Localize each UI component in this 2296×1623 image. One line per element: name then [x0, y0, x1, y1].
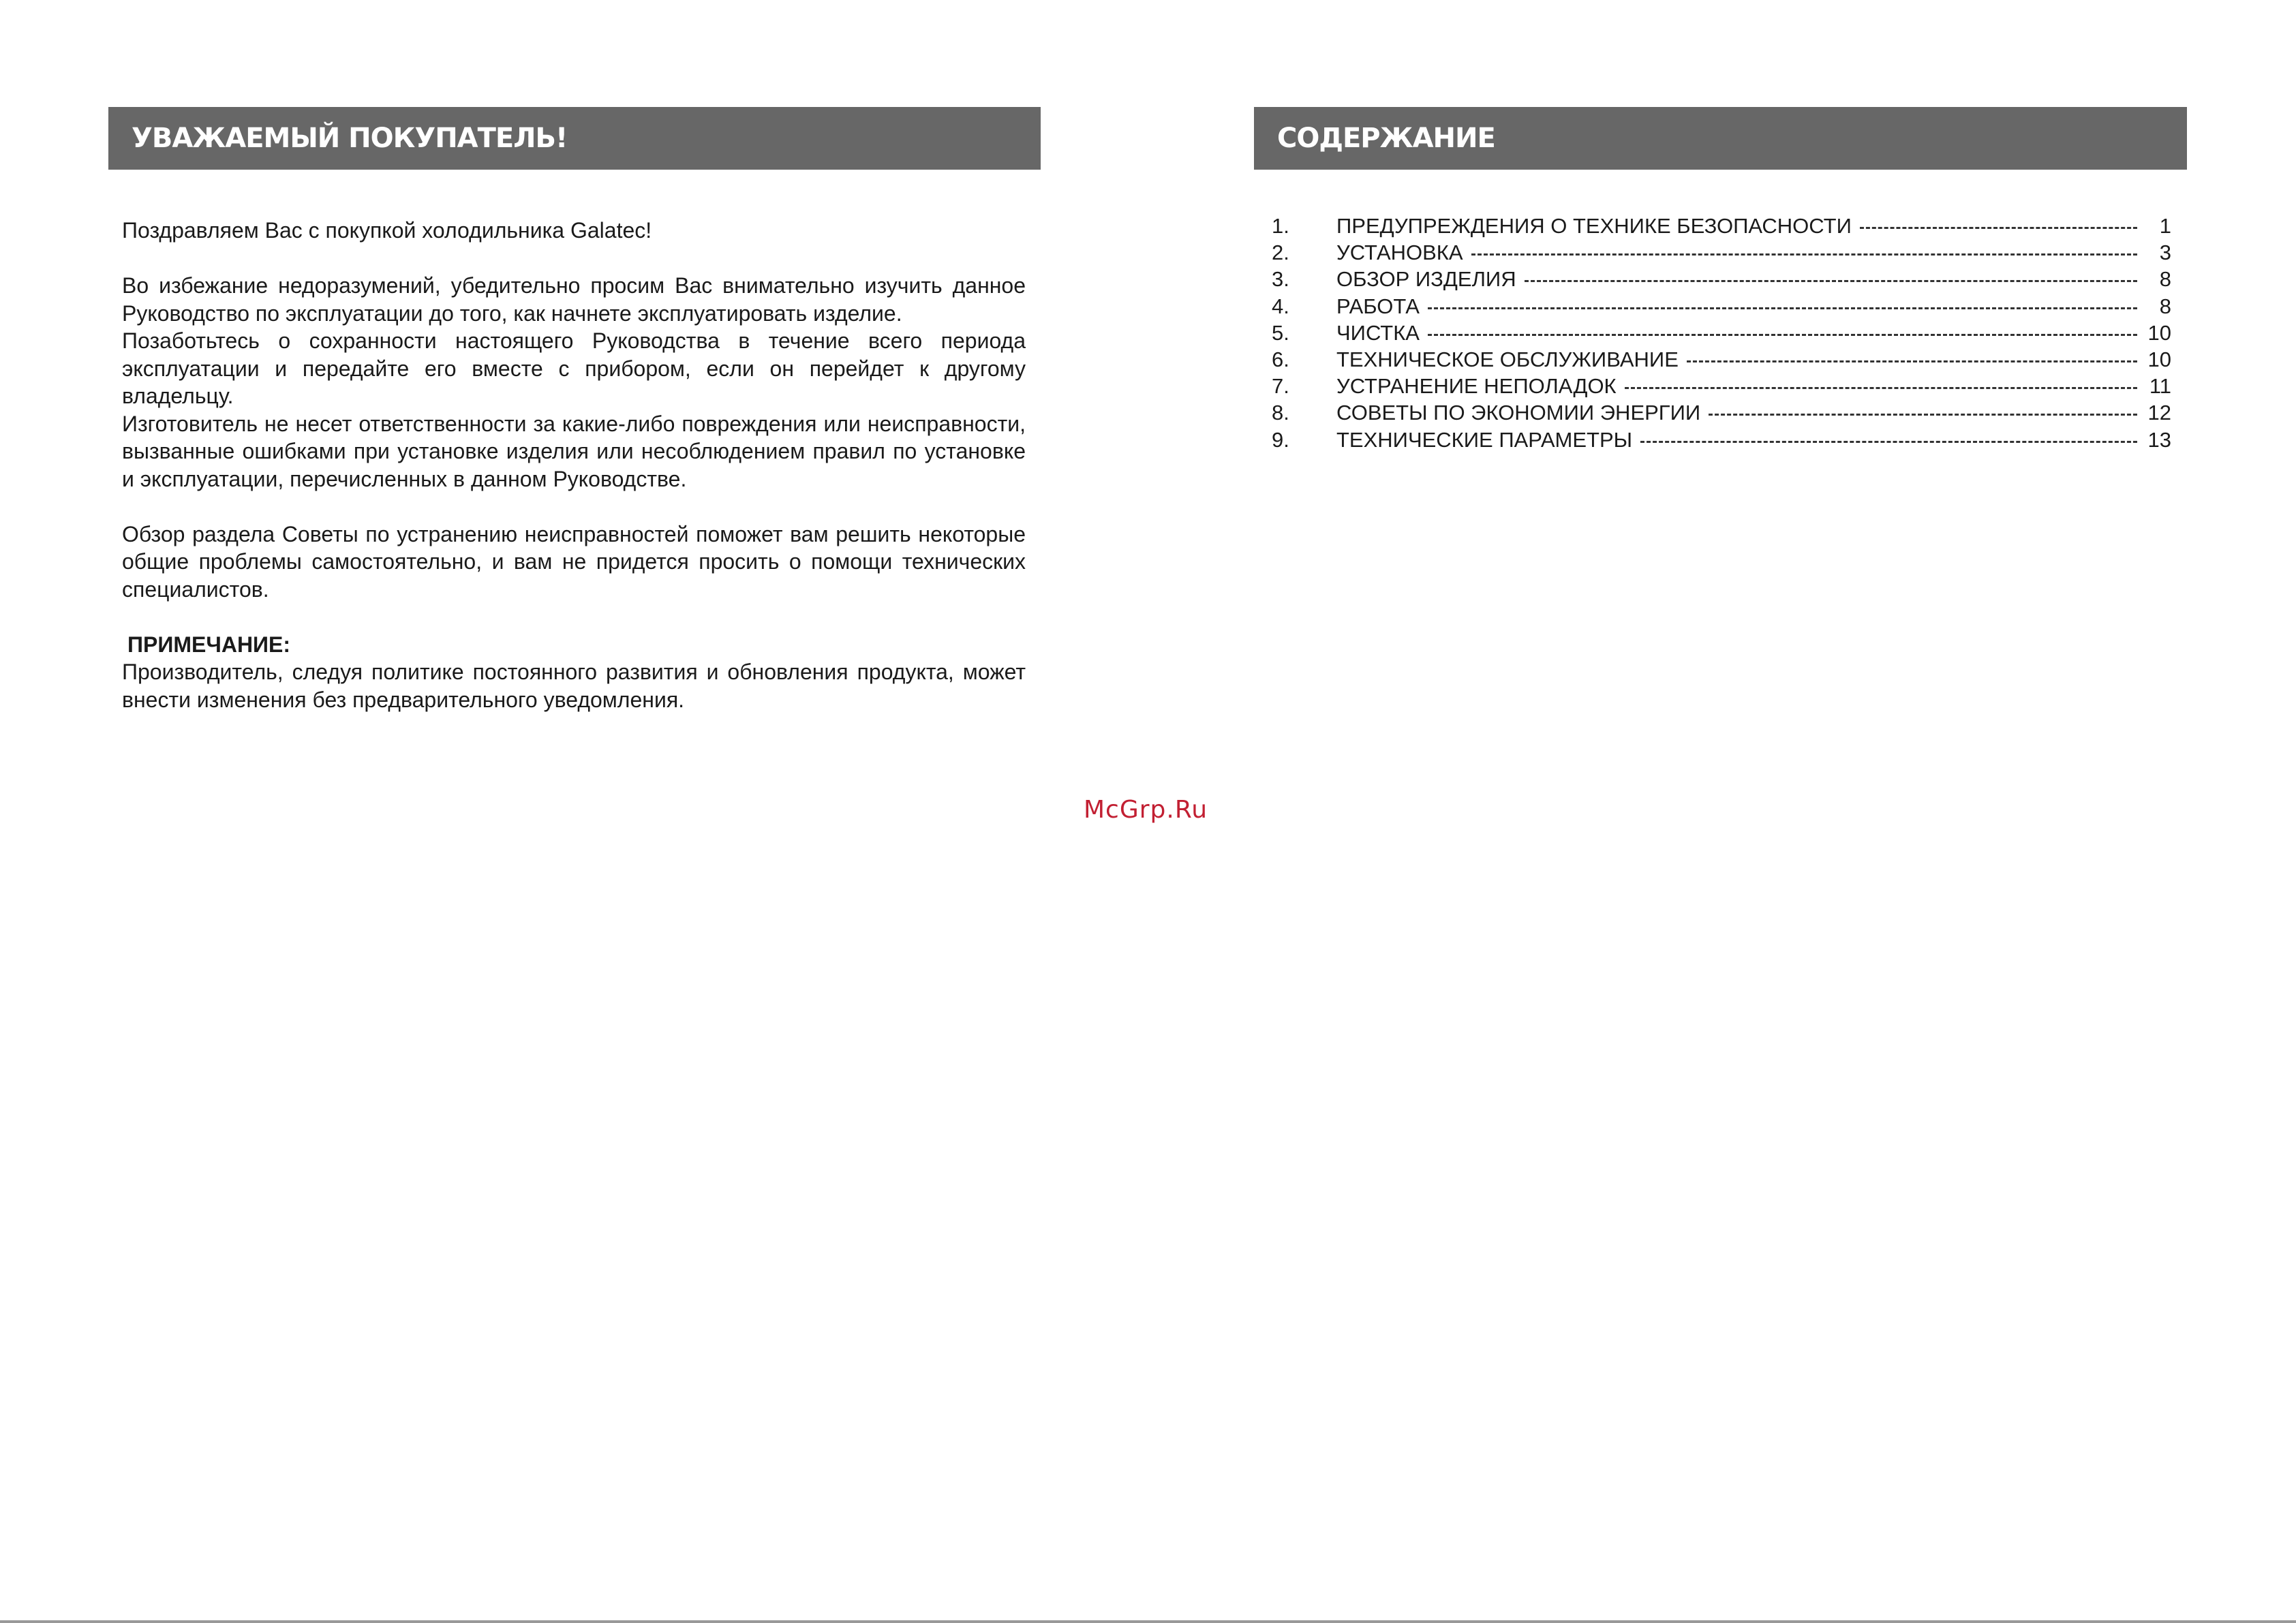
toc-item[interactable] — [1272, 399, 2171, 426]
toc-item[interactable] — [1272, 346, 2171, 373]
toc-item-page: 1 — [2159, 214, 2171, 238]
toc-item-title: УСТРАНЕНИЕ НЕПОЛАДОК — [1336, 374, 1617, 399]
toc-item-number: 1. — [1272, 214, 1289, 238]
toc-item-title: ТЕХНИЧЕСКОЕ ОБСЛУЖИВАНИЕ — [1336, 347, 1679, 371]
note-text: Производитель, следуя политике постоянного развития и обновления продукта, может внести изменения без предварительного уведомления. — [122, 660, 1026, 712]
toc-leader-line — [1860, 227, 2137, 229]
toc-item-page: 8 — [2159, 294, 2171, 318]
toc-item-title: ЧИСТКА — [1336, 320, 1420, 345]
toc-item-title: РАБОТА — [1336, 294, 1420, 318]
manual-keep-paragraph: Позаботьтесь о сохранности настоящего Руководства в течение всего периода эксплуатации и передайте его вместе с прибором, если он перейдет к другому владельцу. — [122, 328, 1026, 408]
toc-item-page: 3 — [2159, 241, 2171, 265]
manual-study-paragraph: Во избежание недоразумений, убедительно просим Вас внимательно изучить данное Руководство по эксплуатации до того, как начнете эксплуатировать изделие. — [122, 273, 1026, 326]
toc-item-title: ОБЗОР ИЗДЕЛИЯ — [1336, 267, 1516, 292]
toc-item[interactable] — [1272, 373, 2171, 399]
toc-item[interactable] — [1272, 213, 2171, 239]
toc-leader-line — [1687, 360, 2137, 362]
note-title: ПРИМЕЧАНИЕ: — [127, 632, 291, 657]
toc-item-page: 11 — [2149, 374, 2171, 399]
toc-item-number: 2. — [1272, 241, 1289, 265]
toc-leader-line — [1709, 414, 2137, 416]
toc-item-page: 13 — [2147, 427, 2171, 452]
toc-item-number: 3. — [1272, 267, 1289, 292]
toc-item-number: 7. — [1272, 374, 1289, 399]
toc-item-number: 6. — [1272, 347, 1289, 371]
toc-leader-line — [1625, 387, 2137, 389]
toc-item-number: 8. — [1272, 401, 1289, 425]
toc-leader-line — [1428, 334, 2137, 336]
toc-item-title: СОВЕТЫ ПО ЭКОНОМИИ ЭНЕРГИИ — [1336, 401, 1701, 425]
toc-item-title: ПРЕДУПРЕЖДЕНИЯ О ТЕХНИКЕ БЕЗОПАСНОСТИ — [1336, 214, 1852, 238]
contents-header: СОДЕРЖАНИЕ — [1254, 107, 2187, 170]
toc-item-page: 10 — [2147, 320, 2171, 345]
toc-item-page: 10 — [2147, 347, 2171, 371]
table-of-contents — [1272, 213, 2171, 453]
toc-item[interactable] — [1272, 239, 2171, 266]
intro-text — [122, 217, 1026, 713]
toc-item-number: 4. — [1272, 294, 1289, 318]
troubleshooting-paragraph: Обзор раздела Советы по устранению неисправностей поможет вам решить некоторые общие проблемы самостоятельно, и вам не придется просить о помощи технических специалистов. — [122, 521, 1026, 602]
toc-item-title: ТЕХНИЧЕСКИЕ ПАРАМЕТРЫ — [1336, 427, 1633, 452]
toc-item[interactable] — [1272, 320, 2171, 346]
toc-item[interactable] — [1272, 293, 2171, 320]
toc-leader-line — [1640, 441, 2137, 443]
greeting-paragraph: Поздравляем Вас с покупкой холодильника Galatec! — [122, 218, 652, 243]
toc-leader-line — [1525, 280, 2137, 282]
customer-header: УВАЖАЕМЫЙ ПОКУПАТЕЛЬ! — [108, 107, 1041, 170]
toc-item-page: 12 — [2147, 401, 2171, 425]
toc-leader-line — [1428, 307, 2137, 309]
toc-leader-line — [1471, 253, 2137, 256]
toc-item[interactable] — [1272, 427, 2171, 453]
toc-item-number: 5. — [1272, 320, 1289, 345]
toc-item-page: 8 — [2159, 267, 2171, 292]
toc-item[interactable] — [1272, 266, 2171, 292]
bottom-rule — [0, 1620, 2296, 1623]
watermark: McGrp.Ru — [1084, 796, 1208, 824]
toc-item-title: УСТАНОВКА — [1336, 241, 1463, 265]
liability-paragraph: Изготовитель не несет ответственности за какие-либо повреждения или неисправности, вызванные ошибками при установке изделия или несоблюдением правил по установке и эксплуатации, перечисленных в данном Руководстве. — [122, 411, 1026, 491]
right-page — [1148, 0, 2295, 1623]
toc-item-number: 9. — [1272, 427, 1289, 452]
